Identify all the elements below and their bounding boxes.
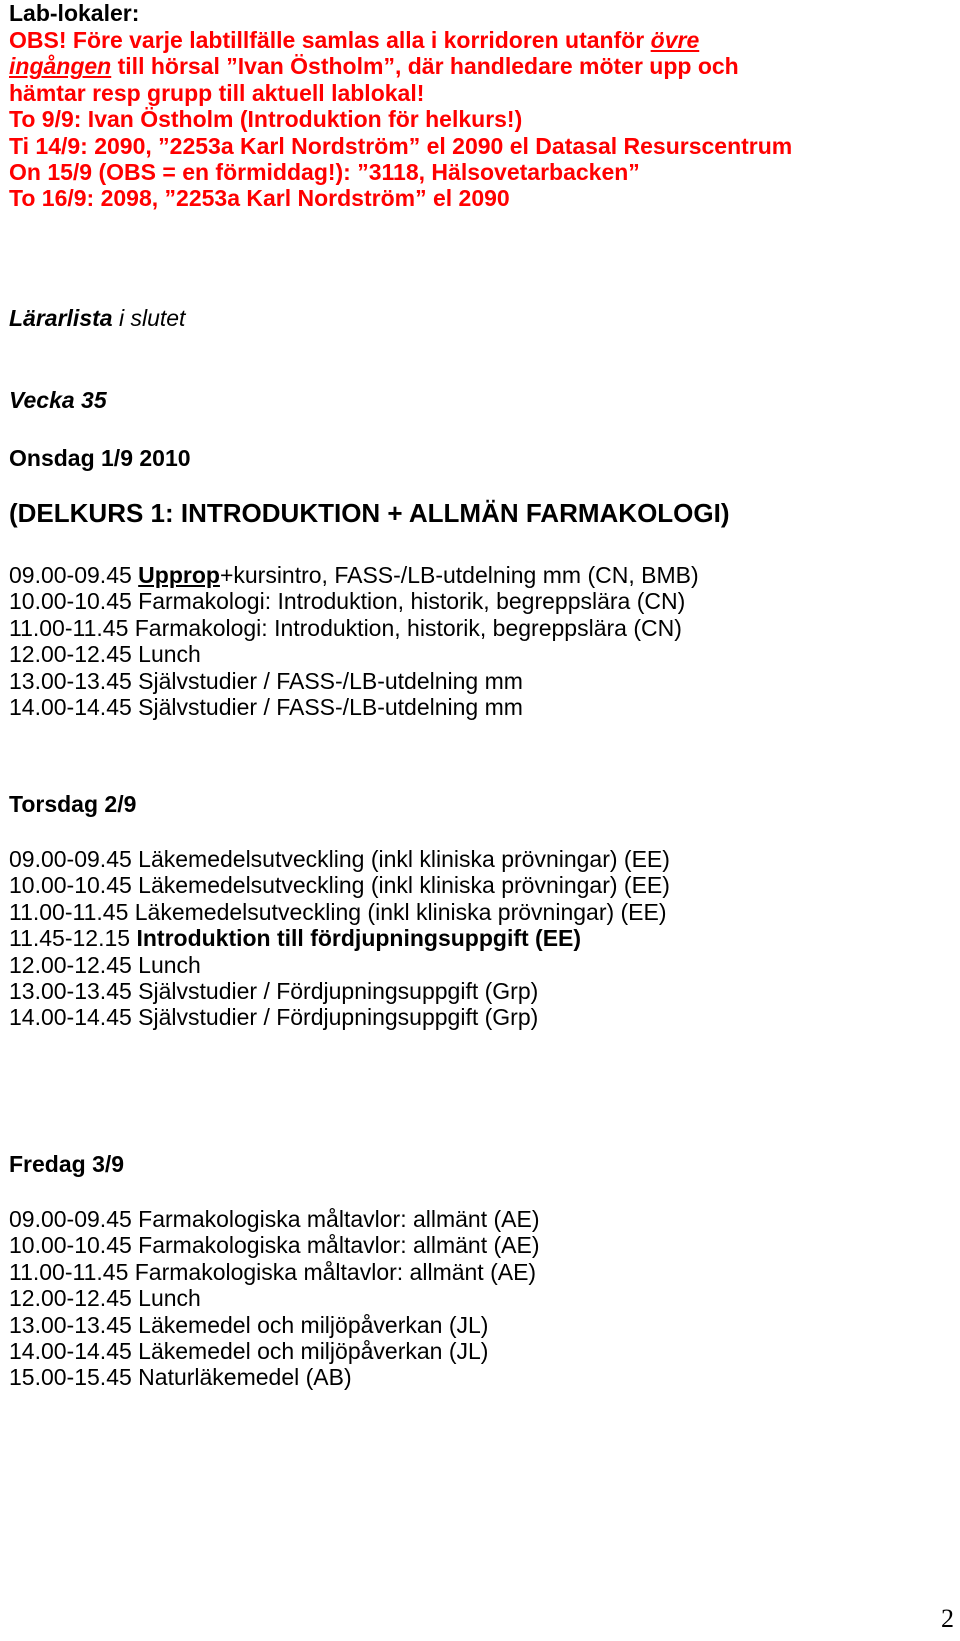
upprop-emphasis: Upprop (138, 562, 220, 588)
schedule-row (9, 562, 699, 588)
lab-date-to-16-9: To 16/9: 2098, ”2253a Karl Nordström” el 2090 (9, 185, 510, 212)
schedule-friday (9, 1206, 540, 1391)
schedule-text: +kursintro, FASS-/LB-utdelning mm (CN, BMB) (219, 562, 699, 588)
part-course-heading: (DELKURS 1: INTRODUKTION + ALLMÄN FARMAKOLOGI) (9, 498, 730, 528)
intro-assignment-emphasis: Introduktion till fördjupningsuppgift (EE) (136, 925, 582, 952)
obs-notice-line-1 (9, 27, 792, 53)
lab-date-to-9-9: To 9/9: Ivan Östholm (Introduktion för helkurs!) (9, 106, 523, 133)
schedule-row: 13.00-13.45 Självstudier / FASS-/LB-utdelning mm (9, 667, 523, 694)
day-heading-friday: Fredag 3/9 (9, 1151, 125, 1177)
schedule-row: 09.00-09.45 Läkemedelsutveckling (inkl kliniska prövningar) (EE) (9, 846, 670, 872)
day-heading-wednesday: Onsdag 1/9 2010 (9, 445, 191, 471)
schedule-row (9, 925, 670, 951)
schedule-row: 12.00-12.45 Lunch (9, 951, 201, 978)
week-heading: Vecka 35 (9, 387, 107, 413)
obs-emphasis-ingangen: ingången (9, 53, 112, 80)
schedule-row: 10.00-10.45 Farmakologiska måltavlor: allmänt (AE) (9, 1232, 540, 1259)
teacher-list-rest: i slutet (112, 305, 186, 331)
schedule-row: 11.00-11.45 Farmakologi: Introduktion, historik, begreppslära (CN) (9, 614, 682, 641)
schedule-time: 09.00-09.45 (9, 562, 139, 588)
obs-prefix: OBS! Före varje labtillfälle samlas alla i korridoren utanför (9, 27, 651, 53)
obs-notice-line-2 (9, 53, 792, 79)
schedule-row: 15.00-15.45 Naturläkemedel (AB) (9, 1364, 352, 1391)
schedule-row: 12.00-12.45 Lunch (9, 641, 201, 668)
schedule-row: 10.00-10.45 Farmakologi: Introduktion, historik, begreppslära (CN) (9, 588, 686, 615)
schedule-thursday (9, 846, 670, 1031)
schedule-row: 11.00-11.45 Läkemedelsutveckling (inkl kliniska prövningar) (EE) (9, 898, 667, 925)
lab-date-on-15-9: On 15/9 (OBS = en förmiddag!): ”3118, Hälsovetarbacken” (9, 159, 640, 186)
teacher-list-note (9, 305, 185, 332)
obs-emphasis-ovre: övre (650, 27, 700, 53)
lab-date-ti-14-9: Ti 14/9: 2090, ”2253a Karl Nordström” el 2090 el Datasal Resurscentrum (9, 132, 793, 159)
schedule-row: 14.00-14.45 Självstudier / Fördjupningsuppgift (Grp) (9, 1004, 539, 1031)
schedule-row: 11.00-11.45 Farmakologiska måltavlor: allmänt (AE) (9, 1258, 537, 1285)
teacher-list-strong: Lärarlista (9, 305, 113, 331)
schedule-row: 13.00-13.45 Läkemedel och miljöpåverkan (JL) (9, 1311, 489, 1338)
schedule-row: 12.00-12.45 Lunch (9, 1285, 201, 1312)
obs-rest: till hörsal ”Ivan Östholm”, där handledare möter upp och (111, 53, 739, 80)
lab-notice-block (9, 27, 792, 212)
schedule-row: 14.00-14.45 Självstudier / FASS-/LB-utdelning mm (9, 694, 523, 721)
lab-heading: Lab-lokaler: (9, 0, 140, 26)
obs-notice-line-3: hämtar resp grupp till aktuell lablokal! (9, 79, 425, 106)
schedule-row: 13.00-13.45 Självstudier / Fördjupningsuppgift (Grp) (9, 978, 539, 1005)
schedule-row: 14.00-14.45 Läkemedel och miljöpåverkan (JL) (9, 1338, 489, 1365)
page-number: 2 (941, 1604, 954, 1633)
schedule-wednesday (9, 562, 699, 720)
schedule-row: 09.00-09.45 Farmakologiska måltavlor: allmänt (AE) (9, 1206, 540, 1232)
day-heading-thursday: Torsdag 2/9 (9, 791, 137, 817)
schedule-row: 10.00-10.45 Läkemedelsutveckling (inkl kliniska prövningar) (EE) (9, 872, 670, 899)
schedule-time: 11.45-12.15 (9, 925, 137, 952)
